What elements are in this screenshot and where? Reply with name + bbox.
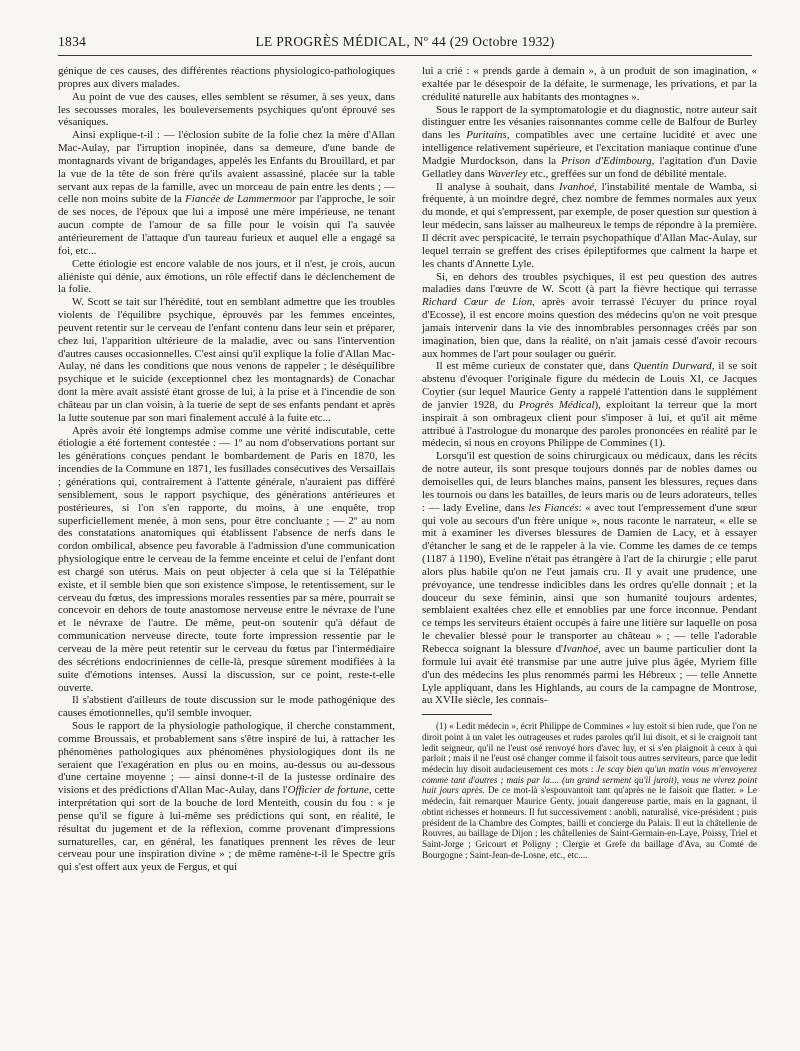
text-run: par l'approche, le soir de ses noces, de l'époux que lui a imposé une mère impérieuse, ne tenant aucun compte de l'amour de sa fille pour le voisin qui l'a sauvée antérieurement de l'attaque d'un taureau furieux et auquel elle a engagé sa foi, etc... <box>58 193 395 257</box>
text-run: ), exploitant la terreur que la mort inspirait à son ombrageux client pour s'imposer à lui, et qu'il ait même attribué à l'astrologue du monarque des paroles prononcées en réalité par le médecin, si nous en croyons Philippe de Commines (1). <box>422 398 757 450</box>
italic-title: Puritains <box>466 129 507 142</box>
text-run: (1) « Ledit médecin », écrit Philippe de Commines « luy estoit si bien rude, que l'on ne diroit point à un valet les outrageuses et rudes paroles qu'il lui disoit, et si le craignoit tant ledit seigneur, qu'il ne l'eust osé renvoyé hors d'avec luy, et si s'en plaignoit à ceux à qui parloit ; mais il ne l'eust osé changer comme il faisoit tous autres serviteurs, parce que ledit médecin luy disoit audacieusement ces mots : <box>422 721 757 774</box>
paragraph: Il s'abstient d'ailleurs de toute discussion sur le mode pathogénique des causes émotionnelles, qu'il semble invoquer. <box>58 694 395 720</box>
header-rule <box>58 55 752 56</box>
text-run: , cette interprétation qui sort de la bouche de lord Menteith, cousin du fou : « je pense qu'il se figure à lui-même ses prédictions qui sont, en réalité, le résultat du jugement et de la réflexion, comme provenant d'impressions surnaturelles, car, en général, les fanatiques prennent les rêves de leur cerveau pour une inspiration divine » ; de même ramène-t-il le Spectre gris qui s'est offert aux yeux de Fergus, et qui <box>58 784 395 874</box>
italic-title: Waverley <box>487 167 528 180</box>
paragraph <box>422 271 757 361</box>
italic-title: Ivanhoé <box>562 642 599 655</box>
text-run: Sous le rapport de la symptomatologie et du diagnostic, notre auteur sait distinguer entre les vésanies raisonnantes comme celle de Balfour de Burley dans les <box>422 103 757 142</box>
running-title: LE PROGRÈS MÉDICAL, Nº 44 (29 Octobre 1932) <box>255 34 555 49</box>
text-run: De ce mot-là s'espouvantoit tant qu'après ne le faisoit que flatter. » Le médecin, fait remarquer Maurice Genty, jouait dangereuse partie, mais en la gagnant, il obtint richesses et honneurs. Il fut successivement : anobli, naturalisé, vice-président ; puis président de la Chambre des Comptes, bailli et concierge du Palais. Il eut la châtellenie de Rouvres, au baillage de Dijon ; les châtellenies de Saint-Germain-en-Laye, Poissy, Triel et Saint-Jorge ; Gricourt et Poligny ; Clergie et Grefe du baillage d'Ava, au Comté de Bourgogne ; Saint-Jean-de-Losne, etc., etc.... <box>422 785 757 860</box>
italic-title: les Fiancés <box>528 501 579 514</box>
left-column <box>58 65 395 874</box>
text-run: , après avoir terrassé l'écuyer du prince royal d'Ecosse), il est encore moins question des médecins qu'on ne voit presque jamais intervenir dans la vie des innombrables personnages créés par son imagination, bien que, dans la réalité, on n'ait jamais cessé d'avoir recours aux hommes de l'art pour soulager ou guérir. <box>422 296 757 360</box>
paragraph <box>58 129 395 257</box>
paragraph: W. Scott se tait sur l'hérédité, tout en semblant admettre que les troubles violents de l'équilibre psychique, éprouvés par les femmes enceintes, peuvent retentir sur le cerveau de l'enfant contenu dans leur sein et préparer, chez lui, l'apparition ultérieure de la maladie, avec ou sans l'intervention d'autres causes occasionnelles. C'est ainsi qu'il explique la folie d'Allan Mac-Aulay, né dans les conditions que nous venons de rappeler ; le déséquilibre psychique et le suicide (exceptionnel chez les montagnards) de Conachar dont la mère avait assisté étant grosse de lui, à la prise et à l'incendie de son château par un clan voisin, à la tuerie de sept de ses enfants pendant et après la lutte soutenue par son mari finalement acculé à la fuite etc... <box>58 296 395 424</box>
paragraph <box>422 450 757 707</box>
italic-title: Progrès Médical <box>518 398 595 411</box>
footnote <box>422 721 757 860</box>
italic-title: Richard Cœur de Lion <box>422 296 533 309</box>
text-run: , avec un baume particulier dont la formule lui avait été transmise par une autre juive plus âgée, Myriem fille d'un des médecins les plus renommés parmi les Hébreux ; — telle Annette Lyle appliquant, dans les Highlands, au cours de la campagne de Montrose, au XVIIe siècle, les connais- <box>422 642 757 707</box>
footnote-rule <box>422 714 492 715</box>
text-run: Si, en dehors des troubles psychiques, il est peu question des autres maladies dans l'œuvre de W. Scott (à part la fièvre hectique qui terrasse <box>422 270 757 296</box>
text-run: , compatibles avec une certaine lucidité et avec une intelligence relativement supérieure, et l'excitation maniaque continue d'une Madgie Murdockson, dans la <box>422 129 757 167</box>
paragraph: Après avoir été longtemps admise comme une vérité indiscutable, cette étiologie a été fortement contestée : — 1º au nom d'observations portant sur les générations conçues pendant le bombardement de Paris en 1870, les incendies de la Commune en 1871, les fusillades consécutives des Versaillais ; générations qui, contrairement à l'attente générale, n'auraient pas différé sensiblement, sous le rapport psychique, des générations antérieures et postérieures, si l'on s'en rapporte, du moins, à une enquête, trop superficiellement menée, à mon sens, pour être concluante ; — 2º au nom des constatations anatomiques qui établissent l'absence de nerfs dans le cordon ombilical, absence peu favorable à l'admission d'une communication physiologique entre le cerveau de la femme enceinte et celui de l'enfant dont est chargé son utérus. Mais on peut objecter à cela que si la Télépathie existe, et il semble bien que son existence s'impose, le retentissement, sur le cerveau du fœtus, des impressions morales ressenties par sa mère, pourrait se concevoir en dehors de toute anastomose nerveuse entre le névraxe de l'une et le névraxe de l'autre. De même, peut-on soutenir qu'à défaut de communication nerveuse directe, toute forte impression ressentie par le cerveau de la mère peut retentir sur le cerveau du fœtus par l'intermédiaire des sécrétions endocriniennes de celle-là, presque sûrement modifiées à la suite d'émotions intenses. Aussi la discussion, sur ce point, reste-t-elle ouverte. <box>58 424 395 694</box>
paragraph <box>422 360 757 450</box>
text-run: Lorsqu'il est question de soins chirurgicaux ou médicaux, dans les récits de notre auteur, ils sont presque toujours donnés par de nobles dames ou demoiselles qui, de leurs blanches mains, pansent les blessures, reçues dans les tournois ou dans les batailles, de leurs maris ou de leurs adorateurs, telles : — lady Eveline, dans <box>422 450 757 514</box>
text-run: Ainsi explique-t-il : — l'éclosion subite de la folie chez la mère d'Allan Mac-Aulay, par l'irruption inopinée, dans sa demeure, d'une bande de montagnards vivant de brigandages, appelés les Enfants du Brouillard, et par la vue de la tête de son frère qu'ils avaient assassiné, placée sur la table servant aux repas de la famille, avec un morceau de pain entre les dents ; — celle non moins subite de la <box>58 129 395 206</box>
italic-title: Prison d'Edimbourg <box>561 154 652 167</box>
text-run: Il est même curieux de constater que, dans <box>436 360 634 373</box>
paragraph: génique de ces causes, des différentes réactions physiologico-pathologiques propres aux divers malades. <box>58 65 395 90</box>
paragraph <box>58 720 395 874</box>
text-run: : « avec tout l'empressement d'une sœur qui vole au secours d'un frère unique », nous raconte le narrateur, « elle se mit à examiner les diverses blessures de Damien de Lacy, et à essayer d'étancher le sang et de le rappeler à la vie. Comme les dames de ce temps (1187 à 1190), Eveline n'était pas étrangère à l'art de la chirurgie ; elle parut alors plus habile qu'on ne l'eut jamais cru. Il y avait une prudence, une prévoyance, une tendresse indicibles dans les ordres qu'elle donnait ; et la douceur du sexe féminin, ainsi que son humanité toujours ardentes, semblaient exaltées chez elle et ennoblies par une force inconnue. Pendant ce temps les serviteurs étaient occupés à faire une litière sur laquelle on posa le chevalier blessé pour le transporter au château » ; — telle l'adorable Rebecca soignant la blessure d' <box>422 501 757 655</box>
text-run: , il se soit abstenu d'évoquer l'originale figure du médecin de Louis XI, ce Jacques Coytier (sur lequel Maurice Genty a rappelé l'attention dans le supplément de janvier 1928, du <box>422 360 758 411</box>
text-run: Sous le rapport de la physiologie pathologique, il cherche constamment, comme Broussais, et probablement sans s'être inspiré de lui, à rattacher les phénomènes pathologiques aux phénomènes physiologiques dont ils ne seraient que l'exagération en plus ou en moins, au-dessus ou au-dessous d'une certaine moyenne ; — ainsi donne-t-il de la justesse ordinaire des visions et des prédictions d'Allan Mac-Aulay, dans l' <box>58 720 395 797</box>
paragraph: Au point de vue des causes, elles semblent se résumer, à ses yeux, dans les secousses morales, les bouleversements psychiques qu'ont éprouvé ses vésaniques. <box>58 90 395 129</box>
italic-title: Officier de fortune <box>287 784 369 797</box>
italic-title: Ivanhoé <box>559 180 595 193</box>
paragraph <box>422 104 757 181</box>
page-number: 1834 <box>58 34 87 49</box>
italic-title: Quentin Durward <box>633 360 712 373</box>
paragraph <box>422 181 757 271</box>
italic-title: Fiancée de Lammermoor <box>185 193 297 206</box>
page-header <box>58 34 752 54</box>
italic-quote: Je scay bien qu'un matin vous m'envoyerez comme tant d'autres ; mais par la.... (un grand serment qu'il juroit), vous ne vivrez point huit jours après. <box>422 764 757 796</box>
text-run: , l'agitation d'un Davie Gellatley dans <box>422 154 757 180</box>
right-column <box>422 65 757 860</box>
paragraph: Cette étiologie est encore valable de nos jours, et il n'est, je crois, aucun aliéniste qui dénie, aux émotions, un rôle effectif dans le déclenchement de la folie. <box>58 257 395 296</box>
text-run: Il analyse à souhait, dans <box>436 180 560 193</box>
text-run: , l'instabilité mentale de Wamba, si fréquente, à un moindre degré, chez nombre de femmes normales aux yeux du monde, et qui s'empressent, par exemple, de poser question sur question à leur médecin, sans laisser au malheureux le temps de répondre à la première. Il décrit avec perspicacité, le terrain psychopathique d'Allan Mac-Aulay, sur lequel terrain se greffent des crises épileptiformes que calment la harpe et les chants d'Annette Lyle. <box>422 180 757 270</box>
text-run: etc., greffées sur un fond de débilité mentale. <box>527 167 727 180</box>
paragraph: lui a crié : « prends garde à demain », à un produit de son imagination, « exaltée par le désespoir de la défaite, le surmenage, les privations, et par la crédulité naturelle aux habitants des montagnes ». <box>422 65 757 103</box>
